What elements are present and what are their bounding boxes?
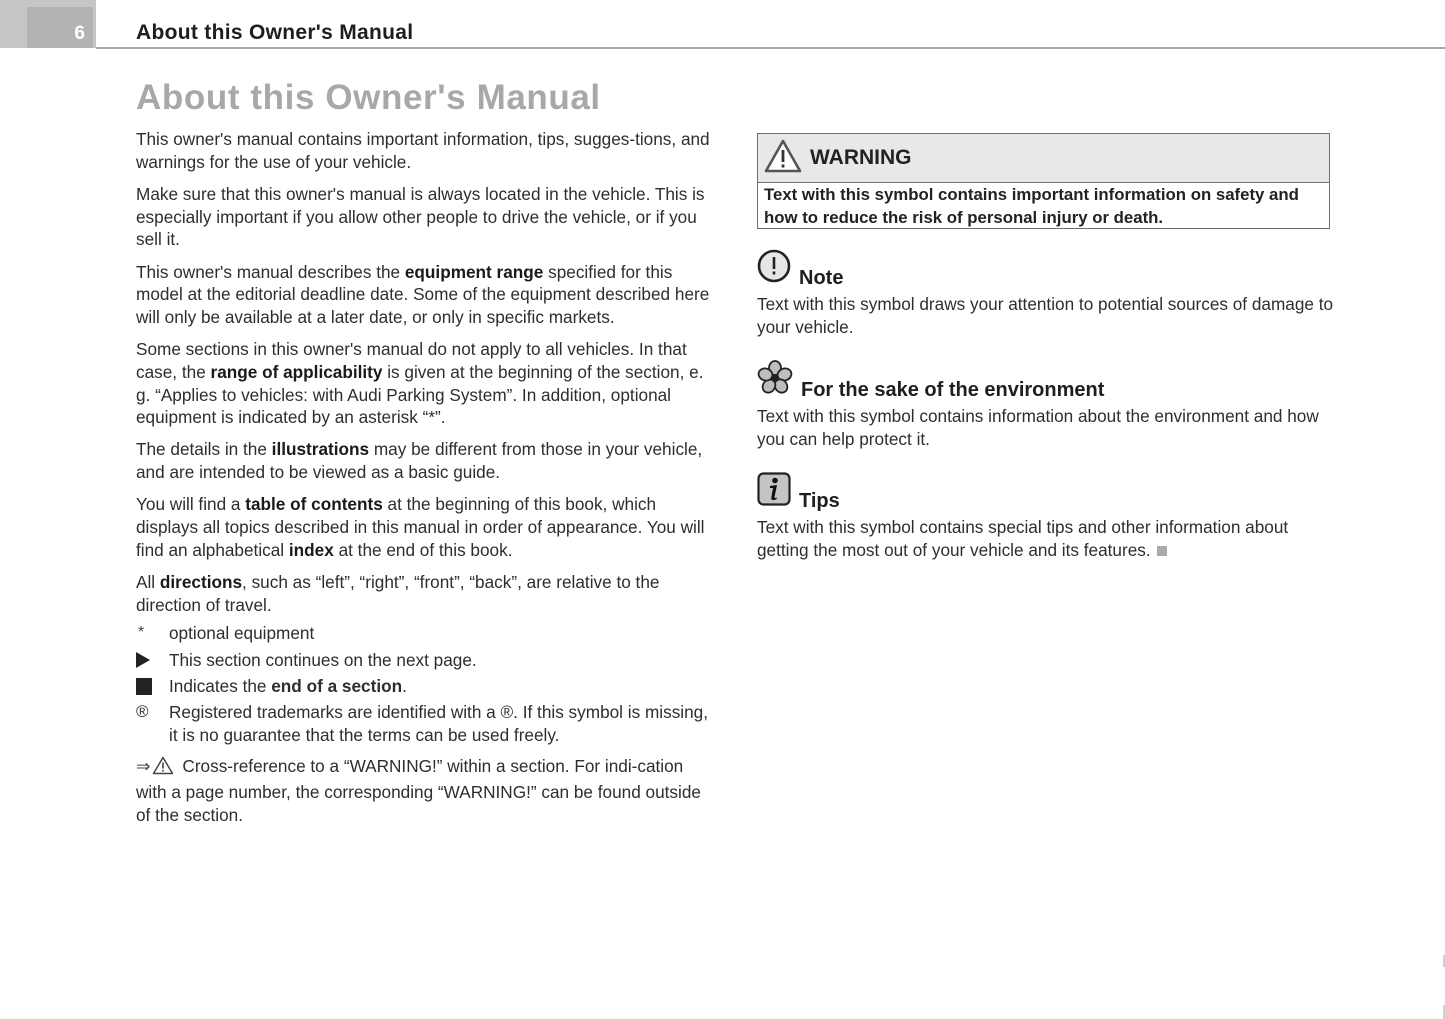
paragraph-text: You will find a: [136, 494, 246, 515]
warning-body: Text with this symbol contains important information on safety and how to reduce the risk of personal injury or death.: [764, 185, 1299, 227]
end-of-section-icon: [136, 678, 152, 695]
legend-label: optional equipment: [169, 623, 315, 644]
paragraph-text: may be different from those in your vehicle, and are intended to be viewed as a basic guide.: [136, 439, 703, 483]
paragraph-text: at the end of this book.: [333, 539, 513, 560]
running-header-title: About this Owner's Manual: [136, 21, 414, 44]
legend-label: .: [402, 675, 407, 696]
bold-term: table of contents: [245, 494, 383, 515]
note-body: Text with this symbol draws your attention to potential sources of damage to your vehicle.: [757, 294, 1334, 337]
note-notice: [757, 252, 1337, 338]
location-paragraph: [136, 183, 710, 251]
paragraph-text: specified for this model at the editorial deadline date. Some of the equipment described here will only be available at a later date, or only in specific markets.: [136, 261, 710, 327]
page-number-tab: [0, 0, 96, 48]
paragraph-text: This owner's manual contains important information, tips, sugges-tions, and warnings for the use of your vehicle.: [136, 129, 710, 172]
environment-body: Text with this symbol contains information about the environment and how you can help protect it.: [757, 406, 1319, 449]
tips-info-icon: [757, 472, 791, 511]
registered-trademark-icon: ®: [136, 701, 149, 721]
bold-term: directions: [159, 571, 243, 592]
environment-flower-icon: [757, 359, 793, 400]
cross-reference-text: Cross-reference to a “WARNING!” within a section. For indi-cation with a page number, the corresponding “WARNING!” can be found outside of the section.: [136, 756, 701, 825]
legend-label: This section continues on the next page.: [169, 649, 477, 670]
paragraph-text: is given at the beginning of the section, e. g. “Applies to vehicles: with Audi Parking System”. In addition, optional equipment is indicated by an asterisk “*”.: [136, 361, 704, 428]
paragraph-text: This owner's manual describes the: [136, 261, 405, 282]
continue-arrow-icon: [136, 652, 150, 668]
cross-reference-paragraph: [136, 755, 710, 826]
legend-label: Indicates the: [169, 675, 272, 696]
bold-term: end of a section: [271, 675, 403, 696]
equipment-range-paragraph: [136, 261, 710, 329]
bold-term: equipment range: [404, 261, 544, 282]
legend-symbol: [136, 649, 169, 672]
legend-item-trademark: [136, 701, 710, 746]
legend-symbol: [136, 675, 169, 698]
paragraph-text: Some sections in this owner's manual do not apply to all vehicles. In that case, the: [136, 339, 687, 382]
legend-symbol: [136, 701, 169, 724]
legend-item-end-section: [136, 675, 710, 698]
illustrations-paragraph: [136, 438, 710, 483]
warning-triangle-icon: [764, 139, 802, 178]
asterisk-icon: *: [138, 624, 145, 642]
double-arrow-icon: ⇒: [136, 756, 151, 777]
applicability-paragraph: [136, 338, 710, 429]
left-column: [136, 128, 710, 836]
warning-header: [758, 134, 1329, 183]
contents-index-paragraph: [136, 493, 710, 561]
legend-item-optional: [136, 622, 710, 645]
tips-body: [757, 516, 1337, 561]
warning-box: [757, 133, 1330, 229]
note-header: [757, 252, 1337, 288]
end-of-section-icon: [1157, 546, 1167, 556]
directions-paragraph: [136, 571, 710, 616]
bold-term: range of applicability: [210, 361, 383, 382]
tips-notice: [757, 475, 1337, 561]
paragraph-text: Make sure that this owner's manual is always located in the vehicle. This is especially important if you allow other people to drive the vehicle, or if you sell it.: [136, 183, 705, 250]
paragraph-text: The details in the: [136, 439, 272, 460]
page-title: About this Owner's Manual: [136, 78, 601, 117]
tips-title: Tips: [799, 490, 840, 512]
intro-paragraph: [136, 128, 710, 173]
legend-label: Registered trademarks are identified with a ®. If this symbol is missing, it is no guarantee that the terms can be used freely.: [169, 701, 708, 745]
legend-text: [169, 622, 710, 645]
header-divider: [96, 47, 1445, 49]
paragraph-text: at the beginning of this book, which displays all topics described in this manual in order of appearance. You will find an alphabetical: [136, 494, 705, 560]
page-number-box: [27, 7, 93, 48]
note-exclamation-icon: [757, 249, 791, 288]
bold-term: index: [288, 539, 334, 560]
environment-header: [757, 364, 1337, 400]
tips-header: [757, 475, 1337, 511]
tips-body-text: Text with this symbol contains special tips and other information about getting the most out of your vehicle and its features.: [757, 517, 1289, 560]
note-title: Note: [799, 267, 844, 289]
warning-triangle-icon: [152, 756, 174, 781]
paragraph-text: , such as “left”, “right”, “front”, “back”, are relative to the direction of travel.: [136, 571, 660, 615]
warning-title: WARNING: [810, 146, 912, 169]
legend-symbol: [136, 622, 169, 645]
legend-item-continues: [136, 649, 710, 672]
page-number: 6: [74, 23, 85, 44]
legend-text: [169, 701, 710, 746]
bold-term: illustrations: [271, 439, 370, 460]
legend-text: [169, 649, 710, 672]
environment-notice: [757, 364, 1337, 450]
paragraph-text: All: [136, 571, 160, 592]
legend-text: [169, 675, 710, 698]
environment-title: For the sake of the environment: [801, 379, 1105, 401]
